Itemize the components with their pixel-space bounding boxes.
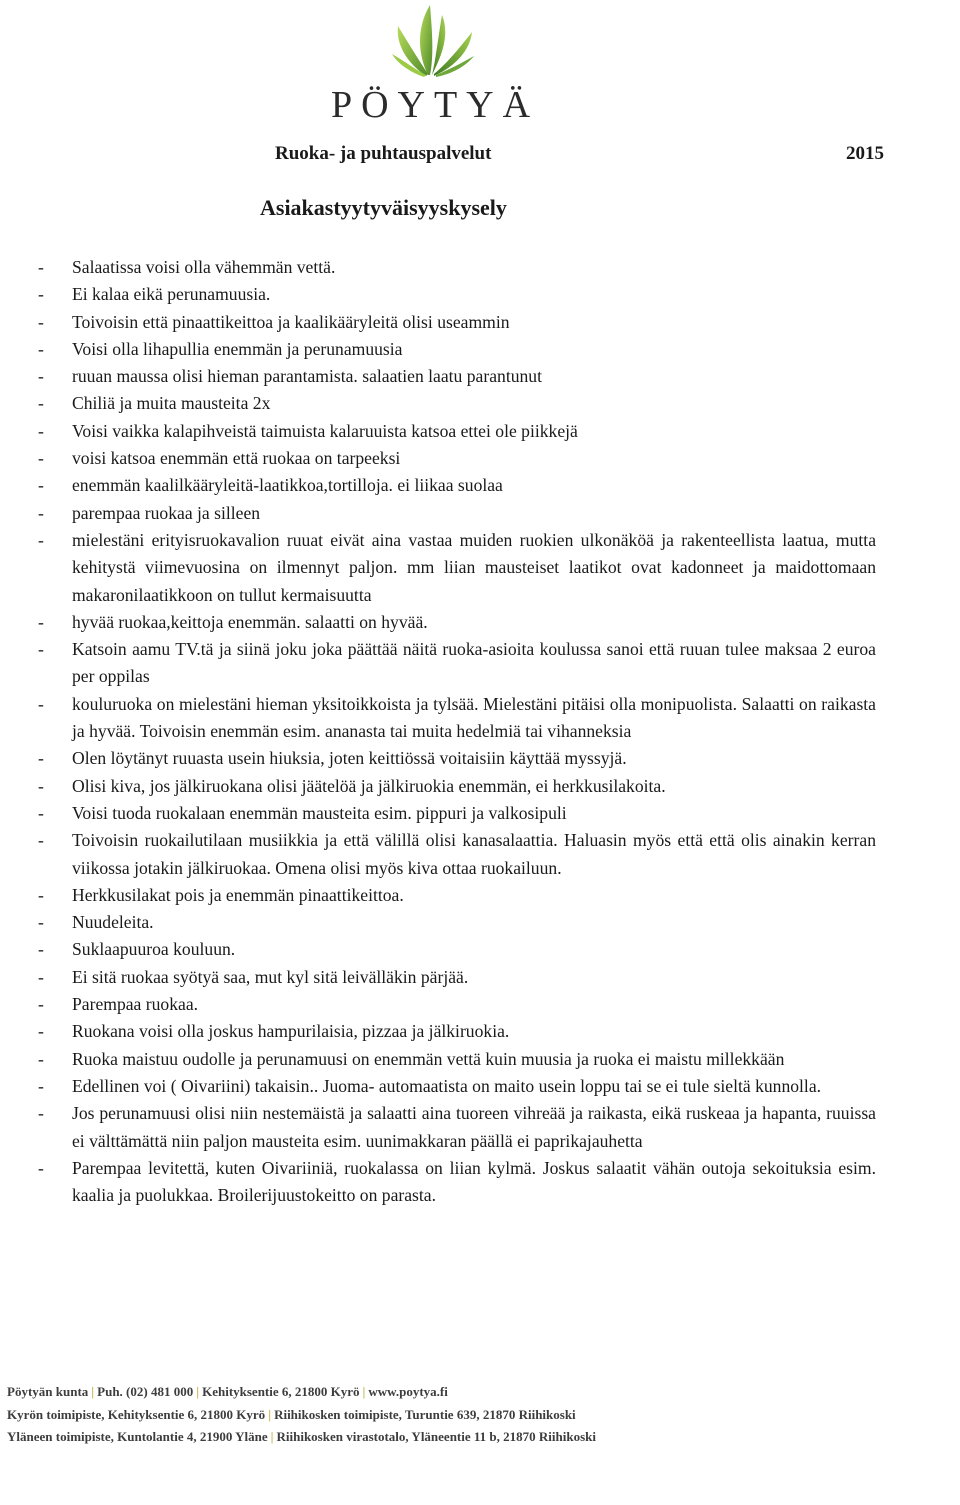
footer-row-1 [7,1384,448,1400]
bullet-dash: - [38,830,44,851]
list-item-text: Ruokana voisi olla joskus hampurilaisia, pizzaa ja jälkiruokia. [72,1021,510,1042]
feedback-list [38,254,876,1209]
list-item [38,390,876,417]
list-item [38,363,876,390]
bullet-dash: - [38,912,44,933]
bullet-dash: - [38,284,44,305]
bullet-dash: - [38,1157,44,1178]
bullet-dash: - [38,611,44,632]
bullet-dash: - [38,966,44,987]
list-item-text: Salaatissa voisi olla vähemmän vettä. [72,257,336,277]
bullet-dash: - [38,748,44,769]
list-item [38,1018,876,1045]
list-item [38,936,876,963]
footer-separator: | [362,1384,366,1399]
list-item-text: Toivoisin että pinaattikeittoa ja kaalikääryleitä olisi useammin [72,311,510,332]
logo [310,0,560,125]
list-item [38,773,876,800]
list-item-text: Suklaapuuroa kouluun. [72,939,236,960]
list-item-text: Olisi kiva, jos jälkiruokana olisi jäätelöä ja jälkiruokia enemmän, ei herkkusilakoita. [72,775,666,796]
footer-separator: | [268,1407,272,1422]
list-item [38,909,876,936]
list-item-text: Jos perunamuusi olisi niin nestemäistä ja salaatti aina tuoreen vihreää ja raikasta, eikä ruskeaa ja hapanta, ruuissa ei välttämättä niin paljon mausteita esim. uunimakkaran päällä ei paprikajauhetta [72,1103,876,1151]
bullet-dash: - [38,939,44,960]
list-item [38,882,876,909]
list-item [38,745,876,772]
list-item-text: enemmän kaalilkääryleitä-laatikkoa,tortilloja. ei liikaa suolaa [72,475,503,496]
bullet-dash: - [38,775,44,796]
footer-text: Kehityksentie 6, 21800 Kyrö [202,1384,360,1399]
leaf-icon [392,5,474,77]
list-item-text: Ruoka maistuu oudolle ja perunamuusi on enemmän vettä kuin muusia ja ruoka ei maistu millekkään [72,1048,785,1069]
list-item-text: Ei sitä ruokaa syötyä saa, mut kyl sitä leivälläkin pärjää. [72,966,469,987]
bullet-dash: - [38,257,44,277]
list-item-text: Voisi tuoda ruokalaan enemmän mausteita esim. pippuri ja valkosipuli [72,802,567,823]
bullet-dash: - [38,884,44,905]
bullet-dash: - [38,1021,44,1042]
list-item-text: Ei kalaa eikä perunamuusia. [72,284,271,305]
bullet-dash: - [38,502,44,523]
list-item [38,1155,876,1210]
footer-text: www.poytya.fi [368,1384,448,1399]
footer-text: Kyrön toimipiste, Kehityksentie 6, 21800 Kyrö [7,1407,266,1422]
list-item [38,527,876,609]
list-item-text: Voisi vaikka kalapihveistä taimuista kalaruuista katsoa ettei ole piikkejä [72,420,578,441]
bullet-dash: - [38,1048,44,1069]
department-name: Ruoka- ja puhtauspalvelut [275,143,492,164]
list-item [38,691,876,746]
list-item-text: hyvää ruokaa,keittoja enemmän. salaatti on hyvää. [72,611,428,632]
footer-text: Riihikosken toimipiste, Turuntie 639, 21870 Riihikoski [274,1407,576,1422]
page-title: Asiakastyytyväisyyskysely [260,195,507,220]
footer-text: Pöytyän kunta [7,1384,89,1399]
bullet-dash: - [38,366,44,387]
list-item [38,609,876,636]
list-item [38,800,876,827]
bullet-dash: - [38,693,44,714]
list-item-text: Herkkusilakat pois ja enemmän pinaattikeittoa. [72,884,404,905]
bullet-dash: - [38,311,44,332]
list-item-text: Edellinen voi ( Oivariini) takaisin.. Juoma- automaatista on maito usein loppu tai se ei tule sieltä kunnolla. [72,1075,822,1096]
bullet-dash: - [38,1103,44,1124]
list-item [38,991,876,1018]
footer-separator: | [196,1384,200,1399]
bullet-dash: - [38,338,44,359]
list-item-text: Olen löytänyt ruuasta usein hiuksia, joten keittiössä voitaisiin käyttää myssyjä. [72,748,627,769]
list-item [38,418,876,445]
list-item [38,1100,876,1155]
poytya-logo-svg [310,0,560,125]
list-item-text: Katsoin aamu TV.tä ja siinä joku joka päättää näitä ruoka-asioita koulussa sanoi että ruuan tulee maksaa 2 euroa per oppilas [72,639,876,687]
footer-text: Puh. (02) 481 000 [97,1384,194,1399]
list-item [38,336,876,363]
footer-row-2 [7,1407,576,1423]
list-item-text: parempaa ruokaa ja silleen [72,502,261,523]
logo-wordmark: PÖYTYÄ [330,84,540,125]
list-item [38,1073,876,1100]
list-item [38,964,876,991]
footer-text: Riihikosken virastotalo, Yläneentie 11 b, 21870 Riihikoski [276,1429,596,1444]
bullet-dash: - [38,639,44,660]
list-item [38,636,876,691]
list-item-text: kouluruoka on mielestäni hieman yksitoikkoista ja tylsää. Mielestäni pitäisi olla monipuolista. Salaatti on raikasta ja hyvää. Toivoisin enemmän esim. ananasta tai muita hedelmiä tai vihanneksia [72,693,876,742]
list-item [38,309,876,336]
bullet-dash: - [38,393,44,414]
bullet-dash: - [38,994,44,1015]
footer-separator: | [270,1429,274,1444]
bullet-dash: - [38,475,44,496]
bullet-dash: - [38,802,44,823]
footer-separator: | [91,1384,95,1399]
list-item-text: Voisi olla lihapullia enemmän ja perunamuusia [72,338,403,359]
list-item [38,500,876,527]
list-item-text: Parempaa levitettä, kuten Oivariiniä, ruokalassa on liian kylmä. Joskus salaatit vähän outoja sekoituksia esim. kaalia ja puolukkaa. Broilerijuustokeitto on parasta. [72,1157,876,1206]
list-item [38,254,876,281]
footer-text: Yläneen toimipiste, Kuntolantie 4, 21900 Yläne [7,1429,268,1444]
list-item-text: Chiliä ja muita mausteita 2x [72,393,271,414]
year: 2015 [846,143,884,164]
list-item [38,281,876,308]
bullet-dash: - [38,420,44,441]
list-item [38,1046,876,1073]
list-item-text: mielestäni erityisruokavalion ruuat eivät aina vastaa muiden ruokien ulkonäköä ja rakenteellista laatua, mutta kehitystä viimevuosina on ilmennyt paljon. mm liian mausteiset laatikot ovat kadonneet ja maidottomaan makaronilaatikkoon on tullut kermaisuutta [72,529,876,605]
list-item [38,827,876,882]
list-item-text: voisi katsoa enemmän että ruokaa on tarpeeksi [72,448,401,469]
list-item-text: Toivoisin ruokailutilaan musiikkia ja että välillä olisi kanasalaattia. Haluasin myös että että olis ainakin kerran viikossa jotakin jälkiruokaa. Omena olisi myös kiva ottaa ruokailuun. [72,830,876,878]
list-item [38,445,876,472]
list-item-text: Nuudeleita. [72,912,154,933]
bullet-dash: - [38,1075,44,1096]
list-item-text: Parempaa ruokaa. [72,994,199,1015]
list-item-text: ruuan maussa olisi hieman parantamista. salaatien laatu parantunut [72,366,542,387]
footer-row-3 [7,1429,596,1445]
list-item [38,472,876,499]
bullet-dash: - [38,529,44,550]
bullet-dash: - [38,448,44,469]
document-header [275,143,884,171]
